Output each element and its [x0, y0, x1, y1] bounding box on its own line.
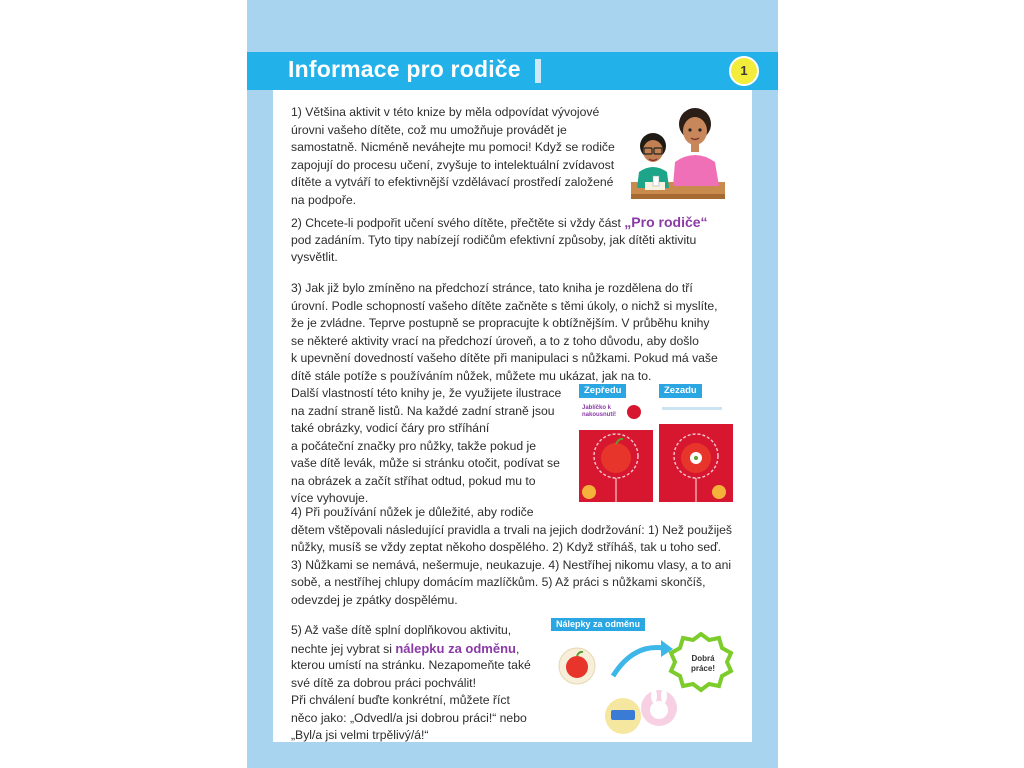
paragraph-line: vysvětlit. — [291, 250, 338, 264]
badge-line: Dobrá — [691, 654, 715, 663]
back-sheet — [659, 402, 733, 502]
paragraph-line: pod zadáním. Tyto tipy nabízejí rodičům efektivní způsoby, jak dítěti aktivitu — [291, 232, 697, 247]
book-page — [247, 0, 778, 768]
paragraph-line: vaše dítě levák, může si stránku otočit, podívat se — [291, 456, 560, 470]
paragraph-line: 3) Jak již bylo zmíněno na předchozí stránce, tato kniha je rozdělena do tří — [291, 281, 693, 295]
front-sheet-title: Jablíčko k nakousnutí! — [582, 405, 616, 418]
paragraph-line: na obrázek a začít stříhat odtud, pokud mu to — [291, 473, 536, 488]
paragraph-line: něco jako: „Odvedl/a jsi dobrou práci!“ nebo — [291, 710, 527, 725]
paragraph-text: , — [515, 641, 520, 656]
paragraph-line: své dítě za dobrou práci pochválit! — [291, 675, 476, 690]
paragraph-line: Při chválení buďte konkrétní, můžete říct — [291, 693, 510, 707]
paragraph-line: dítě stále potíže s používáním nůžek, můžete mu ukázat, jak na to. — [291, 368, 652, 383]
paragraph-line: Další vlastností této knihy je, že využijete ilustrace — [291, 386, 562, 400]
paragraph-line: „Byl/a jsi velmi trpělivý/á!“ — [291, 728, 429, 742]
front-side-card — [579, 384, 653, 502]
paragraph-line: úrovní. Podle schopností vašeho dítěte začněte s těmi úkoly, o nichž si myslíte, — [291, 298, 718, 313]
paragraph-line — [291, 214, 708, 233]
reward-stickers-illustration — [551, 632, 735, 738]
parent-child-illustration — [631, 104, 725, 200]
paragraph-line: na podpoře. — [291, 192, 357, 207]
good-job-badge — [681, 654, 725, 674]
paragraph-line: zapojují do procesu učení, zvyšuje to intelektuální zvídavost — [291, 157, 615, 172]
paragraph-line: odevzdej je zpátky dospělému. — [291, 592, 458, 607]
paragraph-line: samostatně. Nicméně neváhejte mu pomoci! Když se rodiče — [291, 140, 615, 154]
paragraph-line: 5) Až vaše dítě splní doplňkovou aktivitu, — [291, 623, 512, 637]
content-panel — [273, 90, 752, 742]
paragraph-line: sobě, a nestříhej chlupy domácím mazlíčkům. 5) Až práci s nůžkami skončíš, — [291, 575, 706, 589]
badge-line: práce! — [690, 664, 715, 673]
paragraph-line: dítěte a vytváří to efektivnější vzdělávací prostředí založené — [291, 175, 614, 189]
paragraph-line: že je zvládne. Teprve postupně se propracujte k obtížnějším. V průběhu knihy — [291, 316, 710, 330]
title-accent-bar — [535, 59, 541, 83]
paragraph-line: a počáteční značky pro nůžky, takže pokud je — [291, 438, 537, 453]
pro-rodice-highlight: „Pro rodiče“ — [624, 214, 708, 230]
front-sheet — [579, 402, 653, 502]
front-label: Zepředu — [579, 384, 626, 398]
paragraph-line: také obrázky, vodicí čáry pro stříhání — [291, 421, 490, 435]
apple-cutout-graphic — [579, 430, 653, 502]
paragraph-line — [291, 640, 519, 659]
paragraph-line: úrovni vašeho dítěte, což mu umožňuje provádět je — [291, 122, 567, 137]
paragraph-text: nechte jej vybrat si — [291, 641, 396, 656]
page-number-badge: 1 — [729, 56, 759, 86]
back-side-card — [659, 384, 733, 502]
paragraph-line: 4) Při používání nůžek je důležité, aby rodiče — [291, 505, 534, 519]
paragraph-line: kterou umístí na stránku. Nezapomeňte také — [291, 658, 531, 672]
reward-sticker-highlight: nálepku za odměnu — [395, 640, 516, 656]
apple-back-graphic — [659, 424, 733, 502]
apple-thumbnail — [627, 405, 641, 419]
paragraph-text: 2) Chcete-li podpořit učení svého dítěte, přečtěte si vždy část — [291, 216, 625, 230]
paragraph-line: na zadní straně listů. Na každé zadní straně jsou — [291, 403, 555, 418]
paragraph-line: se některé aktivity vrací na předchozí úroveň, a to z toho důvodu, aby došlo — [291, 333, 699, 348]
reward-stickers-label: Nálepky za odměnu — [551, 618, 645, 631]
page-title: Informace pro rodiče — [288, 56, 521, 82]
paragraph-line: k upevnění dovedností vašeho dítěte při manipulaci s nůžkami. Pokud má vaše — [291, 351, 718, 365]
paragraph-line: nůžky, musíš se vždy zeptat někoho dospělého. 2) Když stříháš, tak u toho seď. — [291, 540, 721, 554]
paragraph-line: dětem vštěpovali následující pravidla a trvali na jejich dodržování: 1) Než použiješ — [291, 522, 733, 537]
back-label: Zezadu — [659, 384, 702, 398]
paragraph-line: více vyhovuje. — [291, 491, 369, 505]
paragraph-line: 3) Nůžkami se nemává, nešermuje, neukazuje. 4) Nestříhej nikomu vlasy, a to ani — [291, 557, 732, 572]
title-bar — [247, 52, 778, 90]
paragraph-line: 1) Většina aktivit v této knize by měla odpovídat vývojové — [291, 105, 600, 119]
